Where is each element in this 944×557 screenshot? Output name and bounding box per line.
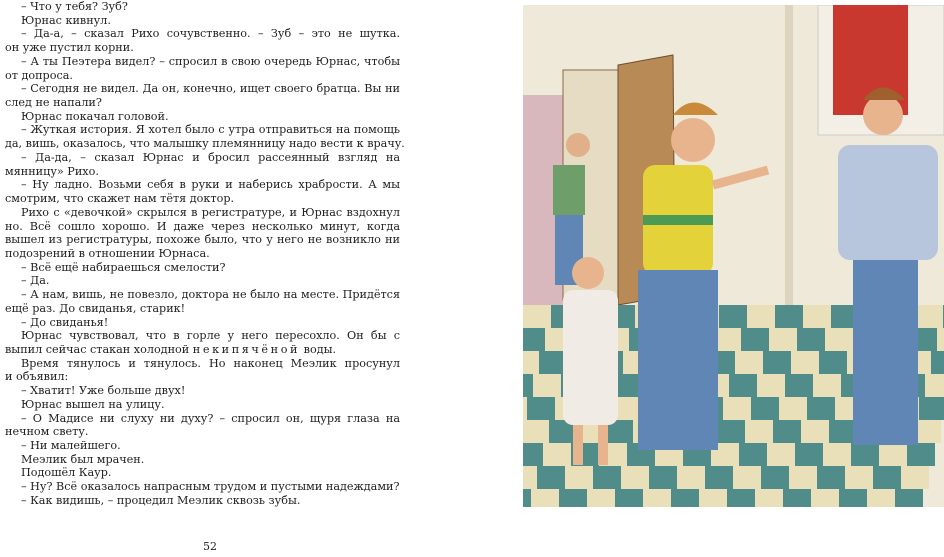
floor-tile [727, 489, 755, 507]
floor-tile [803, 305, 831, 328]
text-segment: нечном свету. [5, 425, 89, 439]
text-segment: – Да-а, – сказал Рихо сочувственно. – Зуб – это не шутка. [21, 27, 400, 41]
text-segment: от допроса. [5, 68, 73, 82]
floor-tile [845, 466, 873, 489]
floor-tile [757, 374, 785, 397]
floor-tile [761, 466, 789, 489]
floor-tile [615, 489, 643, 507]
floor-tile [537, 466, 565, 489]
floor-tile [795, 443, 823, 466]
text-line [5, 69, 400, 83]
text-line [5, 274, 400, 288]
text-segment: Меэлик был мрачен. [21, 452, 145, 466]
floor-tile [523, 351, 539, 374]
floor-tile [523, 328, 545, 351]
floor-tile [539, 351, 567, 374]
floor-tile [937, 328, 944, 351]
floor-tile [523, 374, 533, 397]
text-line [5, 316, 400, 330]
text-line [5, 261, 400, 275]
floor-tile [523, 420, 549, 443]
floor-tile [773, 420, 801, 443]
floor-tile [751, 397, 779, 420]
text-segment: – А нам, вишь, не повезло, доктора не было на месте. Придётся [21, 288, 400, 302]
text-segment: – Как видишь, – процедил Меэлик сквозь зубы. [21, 493, 301, 507]
text-segment: ещё раз. До свиданья, старик! [5, 301, 186, 315]
text-segment: – Хватит! Уже больше двух! [21, 384, 186, 398]
text-segment: Юрнас вышел на улицу. [21, 397, 165, 411]
floor-tile [775, 305, 803, 328]
illustration [523, 5, 944, 507]
floor-tile [769, 328, 797, 351]
text-segment: смотрим, что скажет нам тётя доктор. [5, 192, 235, 206]
text-segment: – Да. [21, 274, 50, 288]
floor-tile [523, 489, 531, 507]
floor-tile [767, 443, 795, 466]
text-segment: Юрнас покачал головой. [21, 109, 169, 123]
floor-tile [523, 443, 543, 466]
floor-tile [817, 466, 845, 489]
floor-tile [739, 443, 767, 466]
floor-tile [873, 466, 901, 489]
text-segment: – Сегодня не видел. Да он, конечно, ищет своего братца. Вы ни [21, 82, 400, 96]
text-line [5, 343, 400, 357]
floor-tile [879, 443, 907, 466]
floor-tile [907, 443, 935, 466]
floor-tile [565, 466, 593, 489]
floor-tile [919, 397, 944, 420]
text-line [5, 288, 400, 302]
floor-tile [719, 305, 747, 328]
floor-tile [823, 443, 851, 466]
text-line [5, 41, 400, 55]
text-line [5, 494, 400, 508]
floor-tile [895, 489, 923, 507]
text-line [5, 439, 400, 453]
text-segment: Время тянулось и тянулось. Но наконец Меэлик просунул [21, 356, 400, 370]
floor-tile [867, 489, 895, 507]
text-segment: и объявил: [5, 370, 69, 384]
text-segment: – Что у тебя? Зуб? [21, 0, 128, 13]
text-segment: выпил сейчас стакан холодной [5, 342, 193, 356]
text-segment: след не напали? [5, 96, 102, 110]
text-segment: – О Мадисе ни слуху ни духу? – спросил он, щуря глаза на [21, 411, 400, 425]
text-line [5, 0, 400, 14]
text-line [5, 96, 400, 110]
text-line [5, 412, 400, 426]
text-segment: да, вишь, оказалось, что малышку племянницу надо вести к врачу. [5, 137, 405, 151]
text-line [5, 192, 400, 206]
floor-tile [729, 374, 757, 397]
floor-tile [643, 489, 671, 507]
floor-tile [523, 305, 551, 328]
text-segment: он уже пустил корни. [5, 41, 134, 55]
floor-tile [839, 489, 867, 507]
text-line [5, 302, 400, 316]
floor-tile [779, 397, 807, 420]
floor-tile [825, 328, 853, 351]
text-line [5, 466, 400, 480]
text-segment: Юрнас кивнул. [21, 13, 111, 27]
text-line [5, 384, 400, 398]
floor-tile [671, 489, 699, 507]
floor-tile [925, 374, 944, 397]
text-segment: – Ни малейшего. [21, 439, 121, 452]
text-line [5, 123, 400, 137]
floor-tile [811, 489, 839, 507]
book-text [5, 0, 405, 508]
floor-tile [755, 489, 783, 507]
text-line [5, 398, 400, 412]
floor-tile [587, 489, 615, 507]
floor-tile [851, 443, 879, 466]
text-segment: Подошёл Каур. [21, 466, 112, 480]
spaced-word: некипячёной [192, 342, 301, 356]
page-number: 52 [203, 540, 217, 553]
text-line [5, 370, 400, 384]
floor-tile [559, 489, 587, 507]
text-segment: – Всё ещё набираешься смелости? [21, 260, 226, 274]
text-line [5, 55, 400, 69]
text-segment: Рихо с «девочкой» скрылся в регистратуре, и Юрнас вздохнул [21, 205, 400, 219]
text-segment: воды. [300, 342, 337, 356]
floor-tile [531, 489, 559, 507]
text-segment: – А ты Пеэтера видел? – спросил в свою очередь Юрнас, чтобы [21, 54, 400, 68]
text-line [5, 247, 400, 261]
floor-tile [543, 443, 571, 466]
text-line [5, 453, 400, 467]
floor-tile [733, 466, 761, 489]
text-segment: Юрнас чувствовал, что в горле у него пересохло. Он бы с [21, 329, 400, 343]
text-segment: – Жуткая история. Я хотел было с утра отправиться на помощь [21, 123, 400, 137]
text-line [5, 206, 400, 220]
floor-tile [901, 466, 929, 489]
text-line [5, 329, 400, 343]
floor-tile [593, 466, 621, 489]
text-line [5, 82, 400, 96]
floor-tile [747, 305, 775, 328]
floor-tile [723, 397, 751, 420]
text-segment: – До свиданья! [21, 315, 109, 329]
floor-tile [785, 374, 813, 397]
floor-tile [819, 351, 847, 374]
text-segment: вышел из регистратуры, похоже было, что у него не возникло ни [5, 233, 400, 247]
floor-tile [621, 466, 649, 489]
text-line [5, 14, 400, 28]
floor-tile [763, 351, 791, 374]
text-line [5, 110, 400, 124]
floor-tile [741, 328, 769, 351]
floor-tile [931, 351, 944, 374]
floor-tile [717, 420, 745, 443]
floor-tile [791, 351, 819, 374]
text-line [5, 137, 405, 151]
text-line [5, 480, 400, 494]
text-line [5, 357, 400, 371]
text-segment: – Ну? Всё оказалось напрасным трудом и пустыми надеждами? [21, 480, 400, 494]
text-segment: – Да-да, – сказал Юрнас и бросил рассеянный взгляд на [21, 150, 400, 164]
floor-tile [915, 305, 943, 328]
floor-tile [829, 420, 857, 443]
text-line [5, 165, 400, 179]
floor-tile [783, 489, 811, 507]
text-line [5, 151, 400, 165]
text-line [5, 425, 400, 439]
floor-tile [807, 397, 835, 420]
floor-tile [677, 466, 705, 489]
text-line [5, 27, 400, 41]
floor-tile [705, 466, 733, 489]
floor-tile [533, 374, 561, 397]
floor-tile [797, 328, 825, 351]
floor-tile [699, 489, 727, 507]
text-segment: – Ну ладно. Возьми себя в руки и наберись храбрости. А мы [21, 178, 400, 192]
text-line [5, 220, 400, 234]
floor-tile [745, 420, 773, 443]
text-segment: но. Всё сошло хорошо. И даже через несколько минут, когда [5, 219, 400, 233]
floor-tile [527, 397, 555, 420]
floor-tile [813, 374, 841, 397]
text-line [5, 233, 400, 247]
floor-tile [523, 397, 527, 420]
floor-tile [789, 466, 817, 489]
text-segment: подозрений в отношении Юрнаса. [5, 246, 210, 260]
floor-tile [649, 466, 677, 489]
floor-tile [801, 420, 829, 443]
floor-tile [523, 466, 537, 489]
text-segment: мянницу» Рихо. [5, 164, 99, 178]
floor-tile [735, 351, 763, 374]
text-line [5, 178, 400, 192]
